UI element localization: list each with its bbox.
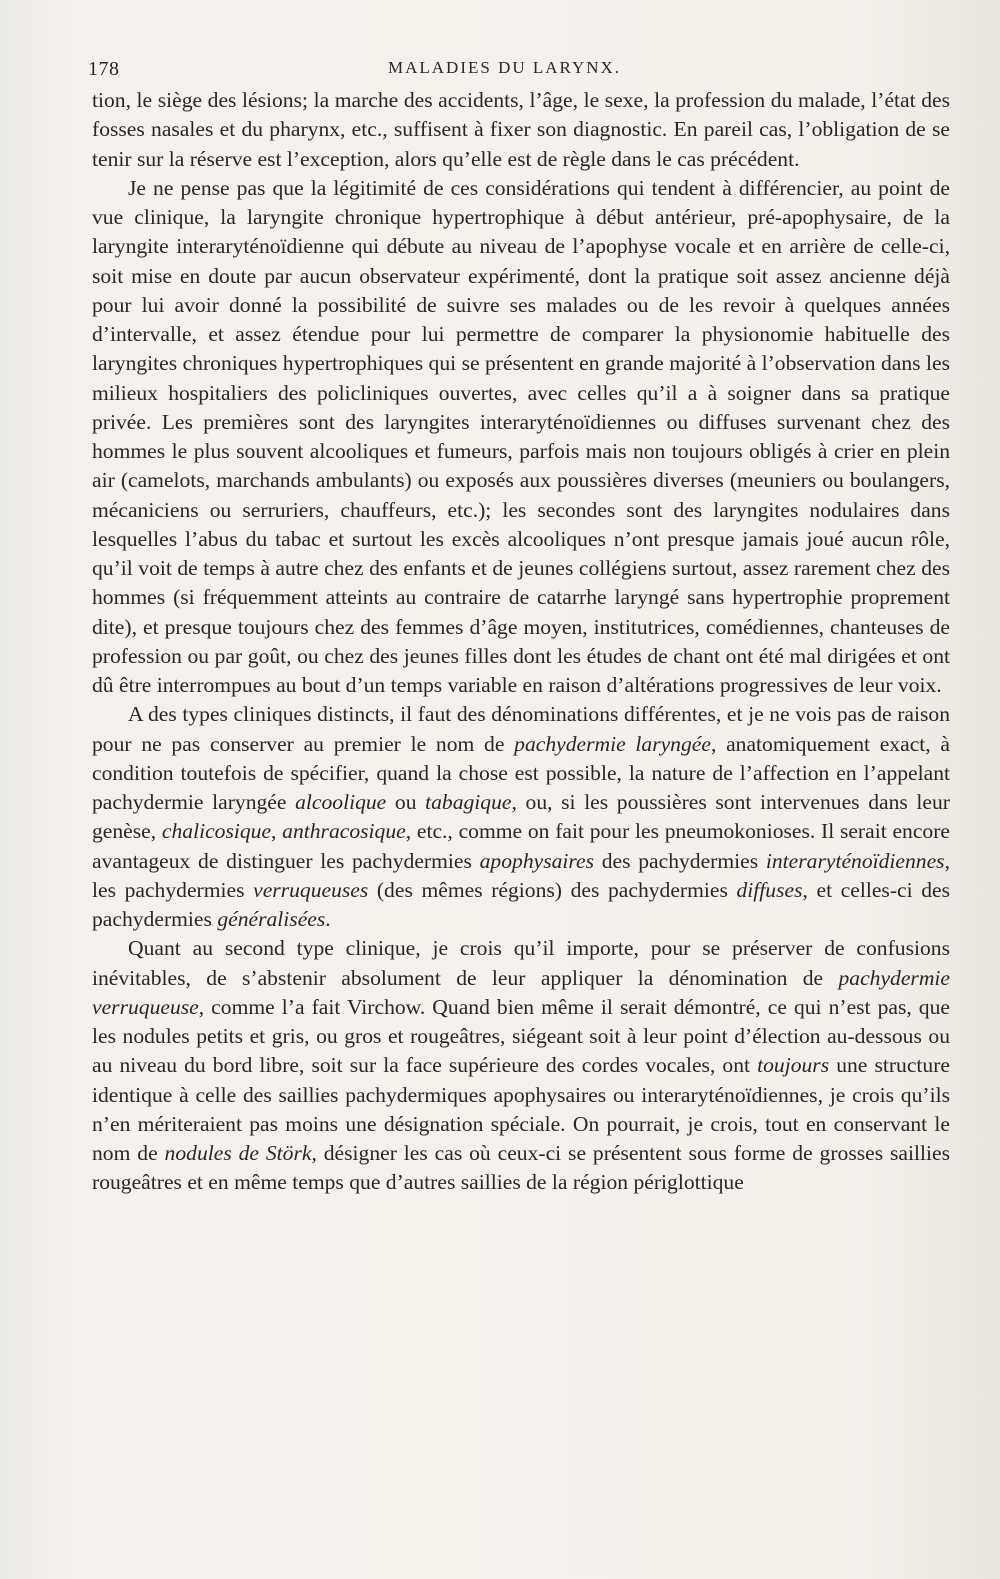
text-run: . [325,907,331,931]
italic-term: apophysaires [479,848,594,873]
italic-term: tabagique [425,790,512,814]
italic-term: chalicosique [161,819,272,844]
italic-term: pachydermie verruqueuse [92,965,950,1019]
text-run: Quant au second type clinique, je crois qu’il importe, pour se préserver de confusions inévitables, de s’abstenir absolument de leur appliquer la dénomination de [92,936,950,990]
text-run: , comme l’a fait Virchow. Quand bien même il serait démontré, ce qui n’est pas, que les nodules petits et gris, ou gros et rougeâtres, siégeant soit à leur point d’élection au-dessous ou au niveau du bord libre, soit sur la face supérieure des cordes vocales, ont [92,994,950,1078]
paragraph-4 [92,934,950,1197]
italic-term: diffuses [736,877,803,902]
text-run: , etc., comme on fait pour les pneumokonioses. Il serait encore avantageux de distinguer les pachydermies [92,819,950,873]
italic-term: alcoolique [295,790,387,814]
text-run: , anatomiquement exact, à condition toutefois de spécifier, quand la chose est possible, la nature de l’affection en l’appelant pachydermie laryngée [92,731,950,814]
text-run: ou [386,790,426,814]
italic-term: pachydermie laryngée [514,731,711,756]
text-run: une structure identique à celle des saillies pachydermiques apophysaires ou interaryténoïdiennes, je crois qu’ils n’en mériteraient pas moins une désignation spéciale. On pourrait, je crois, tout en conservant le nom de [92,1053,950,1165]
italic-term: toujours [757,1053,830,1078]
running-title: MALADIES DU LARYNX. [388,58,622,77]
text-run: , les pachydermies [92,848,950,902]
text-run: , désigner les cas où ceux-ci se présentent sous forme de grosses saillies rougeâtres et en même temps que d’autres saillies de la région périglottique [92,1141,950,1195]
text-run: A des types cliniques distincts, il faut des dénominations différentes, et je ne vois pas de raison pour ne pas conserver au premier le nom de [92,702,950,756]
italic-term: verruqueuses [253,877,369,902]
italic-term: anthracosique [282,819,406,844]
italic-term: nodules de Störk [164,1141,312,1165]
text-run: des pachydermies [593,848,766,873]
body-text [92,86,950,1198]
text-run: , et celles-ci des pachydermies [92,877,950,931]
italic-term: généralisées [217,907,326,931]
paragraph-3 [92,700,950,934]
paragraph-2: Je ne pense pas que la légitimité de ces considérations qui tendent à différencier, au point de vue clinique, la laryngite chronique hypertrophique à début antérieur, pré-apophysaire, de la laryngite interaryténoïdienne qui débute au niveau de l’apophyse vocale et en arrière de celle-ci, soit mise en doute par aucun observateur expérimenté, dont la pratique soit assez ancienne déjà pour lui avoir donné la possibilité de suivre ses malades ou de les revoir à quelques années d’intervalle, et assez étendue pour lui permettre de comparer la physionomie habituelle des laryngites chroniques hypertrophiques qui se présentent en grande majorité à l’observation dans les milieux hospitaliers des policliniques ouvertes, avec celles qu’il a à soigner dans sa pratique privée. Les premières sont des laryngites interaryténoïdiennes ou diffuses survenant chez des hommes le plus souvent alcooliques et fumeurs, parfois mais non toujours obligés à crier en plein air (camelots, marchands ambulants) ou exposés aux poussières diverses (meuniers ou boulangers, mécaniciens ou serruriers, chauffeurs, etc.); les secondes sont des laryngites nodulaires dans lesquelles l’abus du tabac et surtout les excès alcooliques n’ont presque jamais joué aucun rôle, qu’il voit de temps à autre chez des enfants et de jeunes collégiens surtout, assez rarement chez des hommes (si fréquemment atteints au contraire de catarrhe laryngé sans hypertrophie proprement dite), et presque toujours chez des femmes d’âge moyen, institutrices, comédiennes, chanteuses de profession ou par goût, ou chez des jeunes filles dont les études de chant ont été mal dirigées et ont dû être interrompues au bout d’un temps variable en raison d’altérations progressives de leur voix. [92,175,950,697]
running-head [88,58,948,88]
italic-term: interaryténoïdiennes [765,848,945,873]
text-run: (des mêmes régions) des pachydermies [368,877,737,902]
text-run: , ou, si les poussières sont intervenues dans leur genèse, [92,790,950,844]
page-number: 178 [88,58,120,80]
paragraph-1: tion, le siège des lésions; la marche des accidents, l’âge, le sexe, la profession du malade, l’état des fosses nasales et du pharynx, etc., suffisent à fixer son diagnostic. En pareil cas, l’obligation de se tenir sur la réserve est l’exception, alors qu’elle est de règle dans le cas précédent. [92,88,950,171]
text-run: , [271,819,283,844]
